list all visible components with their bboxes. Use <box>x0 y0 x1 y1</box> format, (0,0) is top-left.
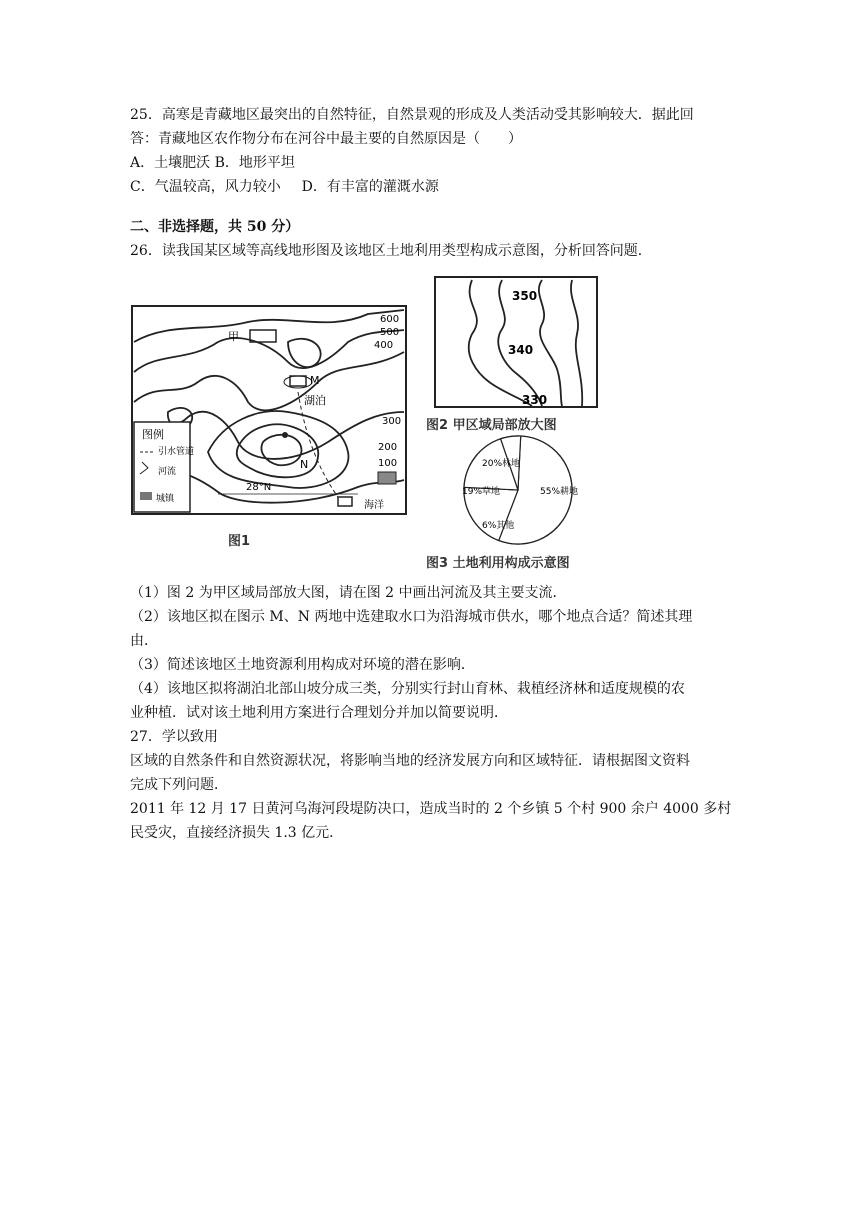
q26-sub1: （1）图 2 为甲区域局部放大图，请在图 2 中画出河流及其主要支流． <box>130 585 567 601</box>
q25-stem-line1: 25．高寒是青藏地区最突出的自然特征，自然景观的形成及人类活动受其影响较大．据此回 <box>130 107 694 123</box>
label-n: N <box>300 458 309 471</box>
q26-sub4-line2: 业种植．试对该土地利用方案进行合理划分并加以简要说明． <box>130 705 508 721</box>
figure-2-enlarged-map <box>432 274 602 410</box>
legend-title: 图例 <box>142 428 164 441</box>
q25-options-row1 <box>130 152 295 174</box>
q27-paragraph2-line1: 2011 年 12 月 17 日黄河乌海河段堤防决口，造成当时的 2 个乡镇 5 个村 900 余户 4000 多村 <box>130 801 732 817</box>
figure-2-caption: 图2 甲区域局部放大图 <box>426 418 557 433</box>
q27-paragraph2-line2: 民受灾，直接经济损失 1.3 亿元． <box>130 825 344 841</box>
q27-paragraph1-line1: 区域的自然条件和自然资源状况，将影响当地的经济发展方向和区域特征．请根据图文资料 <box>130 753 690 769</box>
q25-options-row2 <box>130 176 439 198</box>
contour-label-100: 100 <box>378 458 398 469</box>
label-latitude: 28°N <box>246 482 272 493</box>
q25-option-c: C．气温较高，风力较小 <box>130 179 281 195</box>
contour-label-500: 500 <box>380 327 400 338</box>
figure-1-contour-map <box>128 302 410 518</box>
q25-option-d: D．有丰富的灌溉水源 <box>301 179 439 195</box>
q26-intro: 26．读我国某区域等高线地形图及该地区土地利用类型构成示意图，分析回答问题． <box>130 243 652 259</box>
pie-label-forest: 20%林地 <box>482 459 521 469</box>
figure-1-caption: 图1 <box>228 534 251 549</box>
q25-stem-line2: 答：青藏地区农作物分布在河谷中最主要的自然原因是（ ） <box>130 131 522 147</box>
section-title: 二、非选择题，共 50 分） <box>130 219 300 235</box>
pie-label-farmland: 55%耕地 <box>540 487 579 497</box>
label-jia: 甲 <box>228 330 239 343</box>
legend-town: 城镇 <box>156 494 175 504</box>
pie-label-grass: 19%草地 <box>462 487 501 497</box>
label-sea: 海洋 <box>364 500 384 511</box>
q27-title: 27．学以致用 <box>130 729 218 745</box>
contour-label-600: 600 <box>380 314 400 325</box>
legend-river: 河流 <box>158 467 177 477</box>
q27-paragraph1-line2: 完成下列问题． <box>130 777 228 793</box>
q26-sub2-line2: 由． <box>130 633 158 649</box>
figure-3-caption: 图3 土地利用构成示意图 <box>426 556 570 571</box>
q25-option-a: A．土壤肥沃 <box>130 155 211 171</box>
q26-sub3: （3）简述该地区土地资源利用构成对环境的潜在影响． <box>130 657 475 673</box>
pie-label-other: 6%其他 <box>482 521 515 531</box>
q26-sub4-line1: （4）该地区拟将湖泊北部山坡分成三类，分别实行封山育林、栽植经济林和适度规模的农 <box>130 681 685 697</box>
q25-option-b: B．地形平坦 <box>214 155 295 171</box>
figure-3-pie-chart <box>448 432 588 548</box>
contour-label-200: 200 <box>378 442 398 453</box>
contour-label-400: 400 <box>374 340 394 351</box>
legend-pipe: 引水管道 <box>158 447 195 457</box>
contour-label-300: 300 <box>382 416 402 427</box>
label-lake: 湖泊 <box>304 394 326 407</box>
fig2-contour-350: 350 <box>512 289 538 303</box>
fig2-contour-330: 330 <box>522 393 548 407</box>
label-m: M <box>310 374 320 387</box>
q26-sub2-line1: （2）该地区拟在图示 M、N 两地中选建取水口为沿海城市供水，哪个地点合适？简述其理 <box>130 609 693 625</box>
fig2-contour-340: 340 <box>508 343 534 357</box>
